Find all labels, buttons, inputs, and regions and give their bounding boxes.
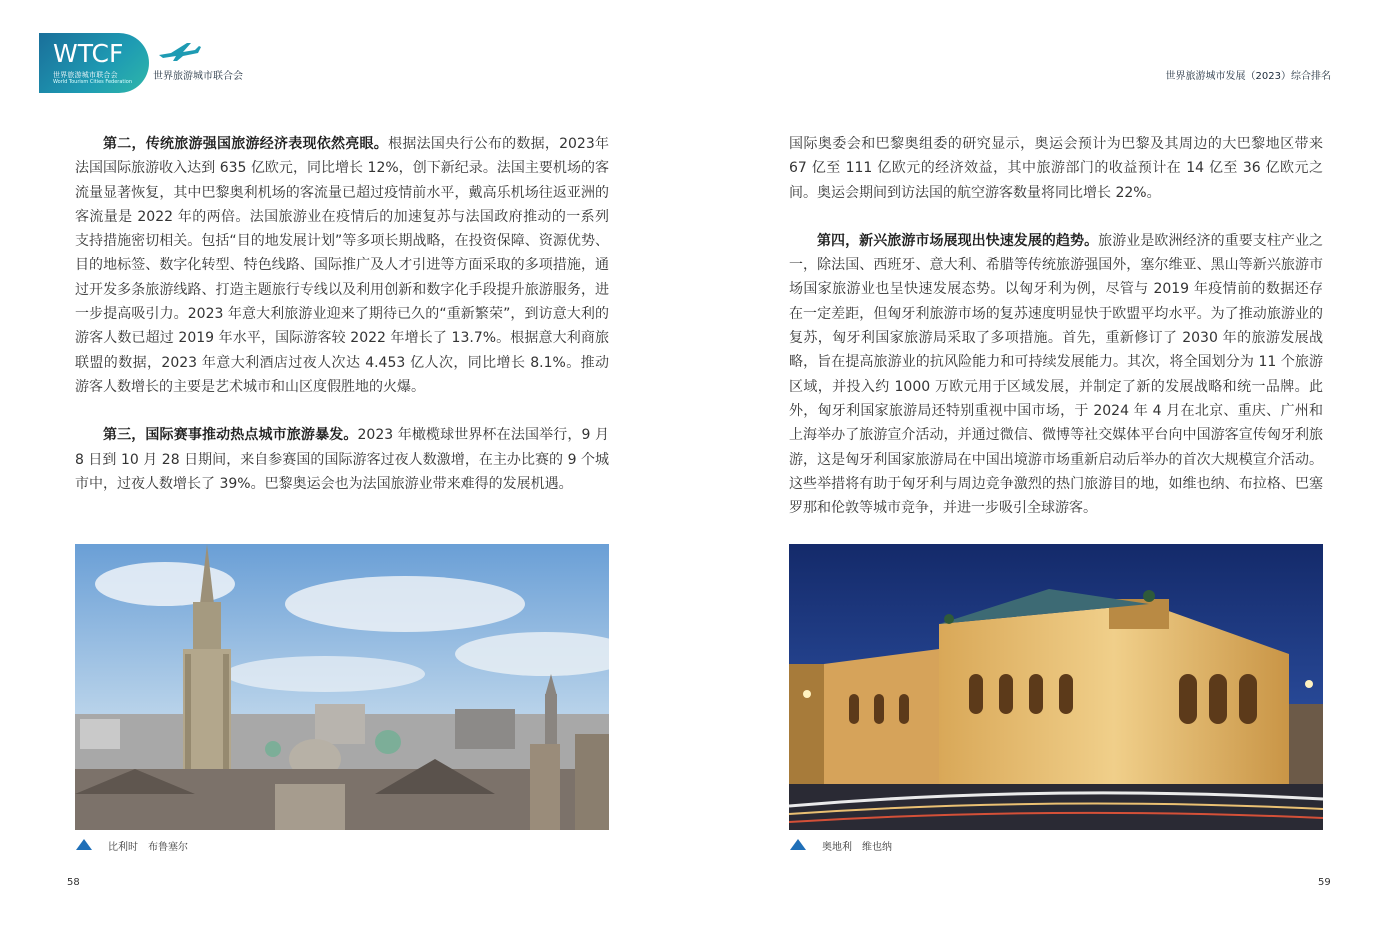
paragraph-continued: 国际奥委会和巴黎奥组委的研究显示，奥运会预计为巴黎及其周边的大巴黎地区带来 67 亿至 111 亿欧元的经济效益，其中旅游部门的收益预计在 14 亿至 36 亿欧元之间。奥运会期间到访法国的航空游客数量将同比增长 22%。 [789, 136, 1323, 201]
wtcf-logo [39, 33, 149, 93]
report-title: 世界旅游城市发展（2023）综合排名 [1165, 71, 1331, 82]
paragraph-third [75, 423, 609, 496]
logo-subtitle-cn: 世界旅游城市联合会 [53, 71, 118, 79]
paragraph-second [75, 132, 609, 399]
paragraph-body: 根据法国央行公布的数据，2023年法国国际旅游收入达到 635 亿欧元，同比增长 12%，创下新纪录。法国主要机场的客流量显著恢复，其中巴黎奥利机场的客流量已超过疫情前水平，戴高乐机场往返亚洲的客流量是 2022 年的两倍。法国旅游业在疫情后的加速复苏与法国政府推动的一系列支持措施密切相关。包括“目的地发展计划”等多项长期战略，在投资保障、资源优势、目的地标签、数字化转型、特色线路、国际推广及人才引进等方面采取的多项措施，通过开发多条旅游线路、打造主题旅行专线以及利用创新和数字化手段提升旅游服务，进一步提高吸引力。2023 年意大利旅游业迎来了期待已久的“重新繁荣”，到访意大利的游客人数已超过 2019 年水平，国际游客较 2022 年增长了 13.7%。根据意大利商旅联盟的数据，2023 年意大利酒店过夜人次达 4.453 亿人次，同比增长 8.1%。推动游客人数增长的主要是艺术城市和山区度假胜地的火爆。 [75, 136, 609, 395]
page-number-left: 58 [67, 877, 80, 888]
logo-subtitle-en: World Tourism Cities Federation [53, 79, 132, 85]
plane-icon [157, 40, 201, 62]
org-name: 世界旅游城市联合会 [153, 71, 243, 82]
left-text-column [75, 132, 609, 496]
paragraph-heading: 第四，新兴旅游市场展现出快速发展的趋势。 [817, 232, 1099, 249]
paragraph-body: 2023 年橄榄球世界杯在法国举行，9 月 8 日到 10 月 28 日期间，来自参赛国的国际游客过夜人数激增，在主办比赛的 9 个城市中，过夜人数增长了 39%。巴黎奥运会也为法国旅游业带来难得的发展机遇。 [75, 427, 610, 492]
paragraph-body: 旅游业是欧洲经济的重要支柱产业之一，除法国、西班牙、意大利、希腊等传统旅游强国外，塞尔维亚、黑山等新兴旅游市场国家旅游业也呈快速发展态势。以匈牙利为例，尽管与 2019 年疫情前的数据还存在一定差距，但匈牙利旅游市场的复苏速度明显快于欧盟平均水平。为了推动旅游业的复苏，匈牙利国家旅游局采取了多项措施。首先，重新修订了 2030 年的旅游发展战略，旨在提高旅游业的抗风险能力和可持续发展能力。其次，将全国划分为 11 个旅游区域，并投入约 1000 万欧元用于区域发展，并制定了新的发展战略和统一品牌。此外，匈牙利国家旅游局还特别重视中国市场，于 2024 年 4 月在北京、重庆、广州和上海举办了旅游宣介活动，并通过微信、微博等社交媒体平台向中国游客宣传匈牙利旅游，这是匈牙利国家旅游局在中国出境游市场重新启动后举办的首次大规模宣介活动。这些举措将有助于匈牙利与周边竞争激烈的热门旅游目的地，如维也纳、布拉格、巴塞罗那和伦敦等城市竞争，并进一步吸引全球游客。 [789, 232, 1324, 517]
paragraph-heading: 第二，传统旅游强国旅游经济表现依然亮眼。 [103, 136, 389, 152]
caption-triangle-icon [76, 839, 92, 850]
photo-caption-vienna: 奥地利 维也纳 [822, 842, 892, 853]
vienna-photo [789, 544, 1323, 830]
caption-triangle-icon [790, 839, 806, 850]
paragraph-heading: 第三，国际赛事推动热点城市旅游暴发。 [103, 427, 358, 444]
paragraph-fourth [789, 229, 1323, 521]
photo-caption-brussels: 比利时 布鲁塞尔 [108, 842, 188, 853]
logo-text: WTCF [53, 39, 124, 68]
right-text-column [789, 132, 1323, 520]
page-number-right: 59 [1318, 877, 1331, 888]
brussels-photo [75, 544, 609, 830]
